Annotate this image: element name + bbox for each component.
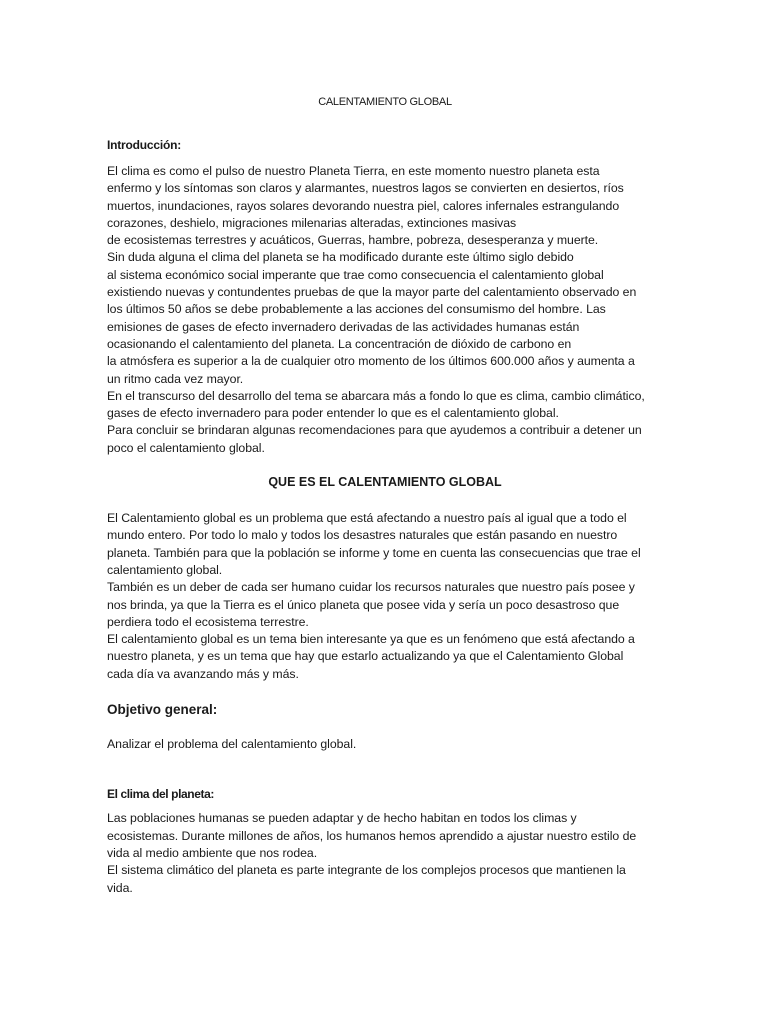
- intro-line: ocasionando el calentamiento del planeta. La concentración de dióxido de carbono en: [107, 336, 572, 351]
- intro-line: un ritmo cada vez mayor.: [107, 371, 244, 386]
- section-line: mundo entero. Por todo lo malo y todos los desastres naturales que están pasando en nuestro: [107, 528, 618, 543]
- section-line: El calentamiento global es un tema bien interesante ya que es un fenómeno que está afectando a: [107, 632, 635, 647]
- intro-heading: Introducción:: [107, 138, 182, 152]
- intro-line: de ecosistemas terrestres y acuáticos, Guerras, hambre, pobreza, desesperanza y muerte.: [107, 233, 599, 248]
- section-line: El Calentamiento global es un problema que está afectando a nuestro país al igual que a todo el: [107, 511, 627, 526]
- section-paragraph: [107, 510, 663, 683]
- intro-line: la atmósfera es superior a la de cualquier otro momento de los últimos 600.000 años y aumenta a: [107, 354, 635, 369]
- intro-line: poco el calentamiento global.: [107, 440, 265, 455]
- section-line: perdiera todo el ecosistema terrestre.: [107, 614, 309, 629]
- intro-line: existiendo nuevas y contundentes pruebas de que la mayor parte del calentamiento observado en: [107, 285, 637, 300]
- objective-line: Analizar el problema del calentamiento global.: [107, 737, 357, 752]
- intro-line: muertos, inundaciones, rayos solares devorando nuestra piel, calores infernales estrangulando: [107, 198, 620, 213]
- intro-line: Sin duda alguna el clima del planeta se ha modificado durante este último siglo debido: [107, 250, 574, 265]
- intro-paragraph: [107, 163, 663, 457]
- intro-line: En el transcurso del desarrollo del tema se abarcara más a fondo lo que es clima, cambio climático,: [107, 388, 645, 403]
- document-content: [107, 94, 663, 897]
- climate-line: ecosistemas. Durante millones de años, los humanos hemos aprendido a ajustar nuestro estilo de: [107, 828, 637, 843]
- section-line: También es un deber de cada ser humano cuidar los recursos naturales que nuestro país posee y: [107, 580, 635, 595]
- intro-line: emisiones de gases de efecto invernadero derivadas de las actividades humanas están: [107, 319, 580, 334]
- intro-line: enfermo y los síntomas son claros y alarmantes, nuestros lagos se convierten en desiertos, ríos: [107, 181, 624, 196]
- climate-line: El sistema climático del planeta es parte integrante de los complejos procesos que mantienen la: [107, 863, 626, 878]
- section-line: nos brinda, ya que la Tierra es el único planeta que posee vida y sería un poco desastroso que: [107, 597, 620, 612]
- intro-line: Para concluir se brindaran algunas recomendaciones para que ayudemos a contribuir a detener un: [107, 423, 642, 438]
- intro-line: al sistema económico social imperante que trae como consecuencia el calentamiento global: [107, 267, 604, 282]
- climate-heading: El clima del planeta:: [107, 787, 214, 802]
- climate-paragraph: [107, 810, 663, 896]
- intro-line: El clima es como el pulso de nuestro Planeta Tierra, en este momento nuestro planeta esta: [107, 164, 600, 178]
- climate-line: vida al medio ambiente que nos rodea.: [107, 845, 318, 860]
- document-title: CALENTAMIENTO GLOBAL: [318, 96, 452, 108]
- intro-line: corazones, deshielo, migraciones milenarias alteradas, extinciones masivas: [107, 215, 517, 230]
- section-line: calentamiento global.: [107, 562, 223, 577]
- objective-heading: Objetivo general:: [107, 702, 218, 718]
- intro-line: los últimos 50 años se debe probablemente a las acciones del consumismo del hombre. Las: [107, 302, 606, 317]
- climate-line: Las poblaciones humanas se pueden adaptar y de hecho habitan en todos los climas y: [107, 811, 577, 826]
- section-heading: QUE ES EL CALENTAMIENTO GLOBAL: [268, 475, 502, 490]
- section-line: cada día va avanzando más y más.: [107, 666, 299, 681]
- climate-line: vida.: [107, 880, 133, 895]
- section-line: planeta. También para que la población se informe y tome en cuenta las consecuencias que trae el: [107, 545, 641, 560]
- intro-line: gases de efecto invernadero para poder entender lo que es el calentamiento global.: [107, 406, 559, 421]
- objective-paragraph: [107, 736, 663, 753]
- section-line: nuestro planeta, y es un tema que hay que estarlo actualizando ya que el Calentamiento Global: [107, 649, 624, 664]
